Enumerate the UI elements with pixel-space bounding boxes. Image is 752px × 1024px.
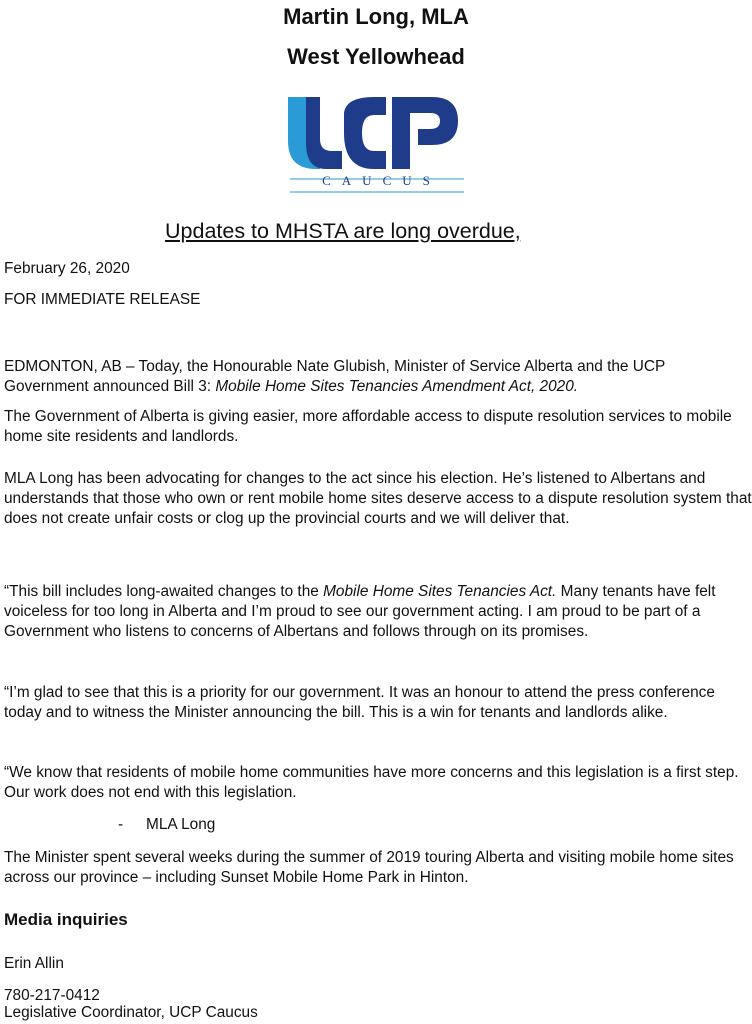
- logo-caucus-text: CAUCUS: [322, 173, 441, 188]
- release-label: FOR IMMEDIATE RELEASE: [4, 291, 201, 308]
- p1-text: EDMONTON, AB – Today, the Honourable Nate Glubish, Minister of Service Alberta and the UCP Government announced Bill 3:: [4, 358, 665, 395]
- author-name: Martin Long, MLA: [283, 4, 469, 29]
- p4-suffix: Many tenants have felt voiceless for too long in Alberta and I’m proud to see our government acting. I am proud to be part of a Government who listens to concerns of Albertans and follows through on its promises.: [4, 583, 716, 640]
- attribution-dash: -: [118, 816, 124, 833]
- paragraph-7: The Minister spent several weeks during the summer of 2019 touring Alberta and visiting mobile home sites across our province – including Sunset Mobile Home Park in Hinton.: [4, 849, 734, 886]
- paragraph-5: “I’m glad to see that this is a priority for our government. It was an honour to attend the press conference today and to witness the Minister announcing the bill. This is a win for tenants and landlords alike.: [4, 684, 715, 721]
- contact-phone: 780-217-0412: [4, 987, 100, 1004]
- release-date: February 26, 2020: [4, 260, 130, 277]
- paragraph-6: “We know that residents of mobile home communities have more concerns and this legislation is a first step. Our work does not end with this legislation.: [4, 764, 739, 801]
- paragraph-1: [4, 357, 752, 397]
- media-heading: Media inquiries: [4, 910, 128, 929]
- act-title: Mobile Home Sites Tenancies Act.: [323, 583, 557, 600]
- paragraph-3: MLA Long has been advocating for changes to the act since his election. He’s listened to Albertans and understands that those who own or rent mobile home sites deserve access to a dispute resolution system that does not create unfair costs or clog up the provincial courts and we will deliver that.: [4, 470, 752, 527]
- bill-title: Mobile Home Sites Tenancies Amendment Act, 2020.: [215, 378, 579, 395]
- paragraph-2: The Government of Alberta is giving easier, more affordable access to dispute resolution services to mobile home site residents and landlords.: [4, 408, 732, 445]
- p4-prefix: “This bill includes long-awaited changes to the: [4, 583, 324, 600]
- attribution: MLA Long: [146, 816, 216, 833]
- riding-name: West Yellowhead: [287, 44, 465, 69]
- contact-title: Legislative Coordinator, UCP Caucus: [4, 1004, 258, 1021]
- ucp-caucus-logo: [286, 93, 466, 193]
- headline: Updates to MHSTA are long overdue,: [165, 219, 521, 243]
- contact-name: Erin Allin: [4, 955, 64, 972]
- paragraph-4: [4, 582, 752, 642]
